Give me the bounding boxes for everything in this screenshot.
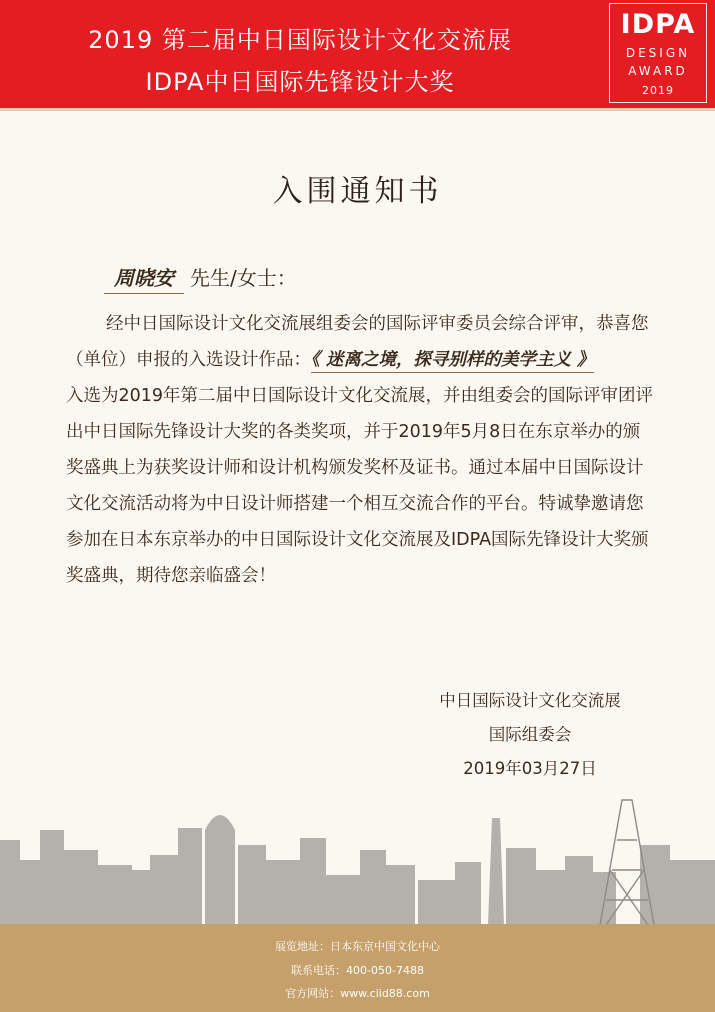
recipient-name: 周晓安 <box>104 262 184 294</box>
signature-block <box>420 684 640 786</box>
tokyo-skyline-illustration <box>0 790 715 925</box>
signature-date: 2019年03月27日 <box>463 759 597 778</box>
exhibition-address: 展览地址：日本东京中国文化中心 <box>275 940 440 953</box>
body-main: 入选为2019年第二届中日国际设计文化交流展，并由组委会的国际评审团评出中日国际先锋设计大奖的各类奖项，并于2019年5月8日在东京举办的颁奖盛典上为获奖设计师和设计机构颁发奖杯及证书。通过本届中日国际设计文化交流活动将为中日设计师搭建一个相互交流合作的平台。特诚挚邀请您参加在日本东京举办的中日国际设计文化交流展及IDPA国际先锋设计大奖颁奖盛典，期待您亲临盛会！ <box>66 386 654 586</box>
work-title: 《 迷离之境，探寻别样的美学主义 》 <box>311 350 594 373</box>
page-title: 入围通知书 <box>272 174 443 209</box>
header-banner <box>0 0 715 108</box>
exhibition-title: 2019 第二届中日国际设计文化交流展 <box>88 26 512 54</box>
logo-wordmark: IDPA <box>620 9 696 40</box>
contact-phone: 联系电话：400-050-7488 <box>291 964 424 977</box>
signature-org: 中日国际设计文化交流展 <box>439 691 621 710</box>
website-link[interactable]: 官方网站：www.ciid88.com <box>285 987 430 1000</box>
footer-contact <box>0 924 715 1012</box>
salutation: 先生/女士： <box>190 266 297 290</box>
logo-design-text: DESIGN <box>625 46 691 60</box>
skyline-buildings <box>0 815 715 925</box>
idpa-logo <box>609 3 707 103</box>
logo-year: 2019 <box>642 84 674 97</box>
header-divider <box>0 108 715 111</box>
award-title: IDPA中日国际先锋设计大奖 <box>145 68 455 96</box>
greeting <box>104 262 297 294</box>
logo-award-text: AWARD <box>628 64 688 78</box>
body-intro: 经中日国际设计文化交流展组委会的国际评审委员会综合评审，恭喜您（单位）申报的入选设计作品： <box>66 314 649 370</box>
notice-body <box>66 306 656 594</box>
signature-committee: 国际组委会 <box>488 725 572 744</box>
